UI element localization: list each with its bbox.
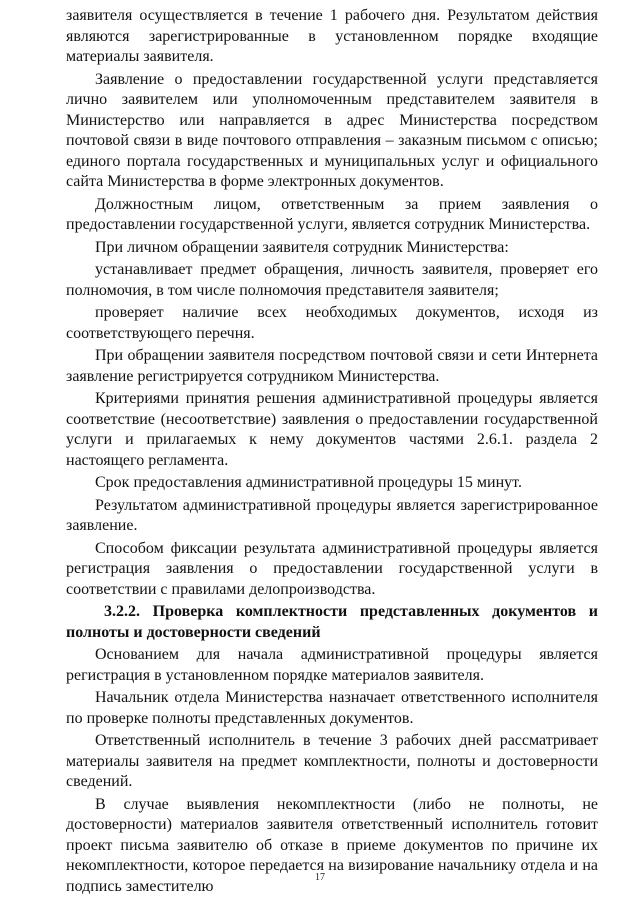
paragraph-establishes-subject: устанавливает предмет обращения, личность заявителя, проверяет его полномочия, в том числе полномочия представителя заявителя; <box>66 261 598 299</box>
paragraph-procedure-result: Результатом административной процедуры является зарегистрированное заявление. <box>66 496 598 534</box>
paragraph-executor-review: Ответственный исполнитель в течение 3 рабочих дней рассматривает материалы заявителя на предмет комплектности, полноты и достоверности сведений. <box>66 732 598 790</box>
paragraph-decision-criteria: Критериями принятия решения административной процедуры является соответствие (несоответствие) заявления о предоставлении государственной услуги и прилагаемых к нему документов частями 2.6.1. раздела 2 настоящего регламента. <box>66 390 598 469</box>
paragraph-incompleteness-case: В случае выявления некомплектности (либо не полноты, не достоверности) материалов заявителя ответственный исполнитель готовит проект письма заявителю об отказе в приеме документов по причине их некомплектности, которое передается на визирование начальнику отдела и на подпись заместителю <box>66 795 598 895</box>
paragraph-fixation-method: Способом фиксации результата административной процедуры является регистрация заявления о предоставлении государственной услуги в соответствии с правилами делопроизводства. <box>66 539 598 598</box>
paragraph-postal-registration: При обращении заявителя посредством почтовой связи и сети Интернета заявление регистрируется сотрудником Министерства. <box>66 347 598 385</box>
page-number: 17 <box>315 872 325 883</box>
paragraph-continuation: заявителя осуществляется в течение 1 рабочего дня. Результатом действия являются зарегистрированные в установленном порядке входящие материалы заявителя. <box>66 7 598 65</box>
paragraph-procedure-basis: Основанием для начала административной процедуры является регистрация в установленном порядке материалов заявителя. <box>66 646 598 684</box>
paragraph-checks-documents: проверяет наличие всех необходимых документов, исходя из соответствующего перечня. <box>66 304 598 342</box>
paragraph-department-head: Начальник отдела Министерства назначает ответственного исполнителя по проверке полноты представленных документов. <box>66 689 598 727</box>
paragraph-personal-visit: При личном обращении заявителя сотрудник Министерства: <box>95 238 509 256</box>
paragraph-responsible-official: Должностным лицом, ответственным за прием заявления о предоставлении государственной услуги, является сотрудник Министерства. <box>66 195 598 233</box>
paragraph-application-submission: Заявление о предоставлении государственной услуги представляется лично заявителем или уполномоченным представителем заявителя в Министерство или направляется в адрес Министерства посредством почтовой связи в виде почтового отправления – заказным письмом с описью; единого портала государственных и муниципальных услуг и официального сайта Министерства в форме электронных документов. <box>66 70 598 190</box>
paragraph-procedure-duration: Срок предоставления административной процедуры 15 минут. <box>95 474 522 491</box>
section-heading-3-2-2: 3.2.2. Проверка комплектности представленных документов и полноты и достоверности сведений <box>66 603 598 641</box>
